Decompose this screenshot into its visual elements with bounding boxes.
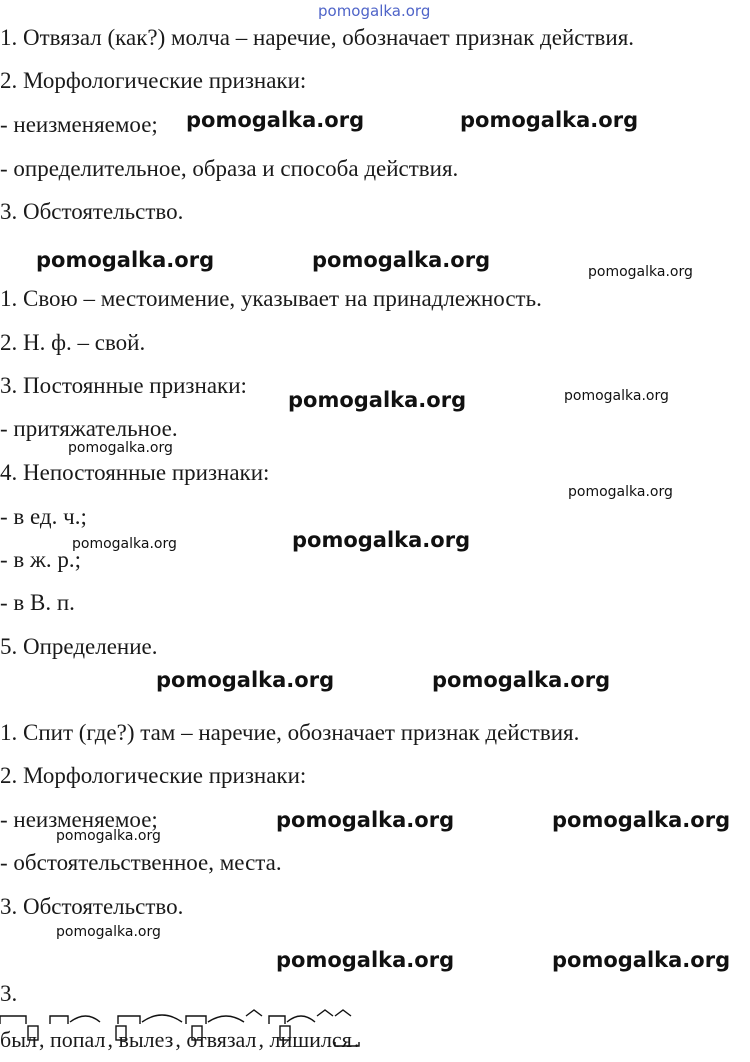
text-line: 4. Непостоянные признаки: — [0, 460, 270, 485]
watermark: pomogalka.org — [186, 108, 365, 132]
watermark: pomogalka.org — [552, 808, 731, 832]
text-line: 2. Морфологические признаки: — [0, 763, 307, 788]
watermark: pomogalka.org — [288, 388, 467, 412]
watermark: pomogalka.org — [156, 668, 335, 692]
text-line: - притяжательное. — [0, 416, 178, 441]
text-line: 3. — [0, 981, 18, 1006]
morph-word: отвязал — [186, 1022, 256, 1058]
watermark: pomogalka.org — [276, 948, 455, 972]
text-line: - неизменяемое; — [0, 112, 158, 137]
morpheme-marks — [267, 1012, 367, 1052]
text-line: 1. Спит (где?) там – наречие, обозначает признак действия. — [0, 720, 580, 745]
watermark: pomogalka.org — [56, 828, 161, 844]
morphemic-analysis: был , попал , вылез , отвязал , лишился . — [0, 1022, 359, 1058]
morph-word: вылез — [118, 1022, 173, 1058]
morph-word: лишился — [269, 1022, 351, 1058]
watermark: pomogalka.org — [68, 440, 173, 456]
text-line: 1. Отвязал (как?) молча – наречие, обозначает признак действия. — [0, 25, 635, 50]
text-line: - в ед. ч.; — [0, 504, 87, 529]
watermark: pomogalka.org — [552, 948, 731, 972]
text-line: 5. Определение. — [0, 634, 158, 659]
text-line: 3. Обстоятельство. — [0, 199, 184, 224]
watermark: pomogalka.org — [72, 536, 177, 552]
watermark: pomogalka.org — [588, 264, 693, 280]
text-line: 1. Свою – местоимение, указывает на принадлежность. — [0, 286, 542, 311]
watermark: pomogalka.org — [460, 108, 639, 132]
watermark: pomogalka.org — [56, 924, 161, 940]
text-line: - в В. п. — [0, 590, 75, 615]
watermark: pomogalka.org — [432, 668, 611, 692]
watermark-top: pomogalka.org — [318, 2, 431, 20]
watermark: pomogalka.org — [312, 248, 491, 272]
text-line: 2. Н. ф. – свой. — [0, 330, 146, 355]
text-line: - в ж. р.; — [0, 547, 82, 572]
watermark: pomogalka.org — [292, 528, 471, 552]
text-line: - неизменяемое; — [0, 807, 158, 832]
text-line: - обстоятельственное, места. — [0, 850, 282, 875]
watermark: pomogalka.org — [564, 388, 669, 404]
watermark: pomogalka.org — [276, 808, 455, 832]
text-line: - определительное, образа и способа действия. — [0, 156, 459, 181]
watermark: pomogalka.org — [568, 484, 673, 500]
text-line: 2. Морфологические признаки: — [0, 68, 307, 93]
morph-word: попал — [50, 1022, 105, 1058]
watermark: pomogalka.org — [36, 248, 215, 272]
text-line: 3. Постоянные признаки: — [0, 373, 247, 398]
morph-word: был — [0, 1022, 37, 1058]
text-line: 3. Обстоятельство. — [0, 894, 184, 919]
